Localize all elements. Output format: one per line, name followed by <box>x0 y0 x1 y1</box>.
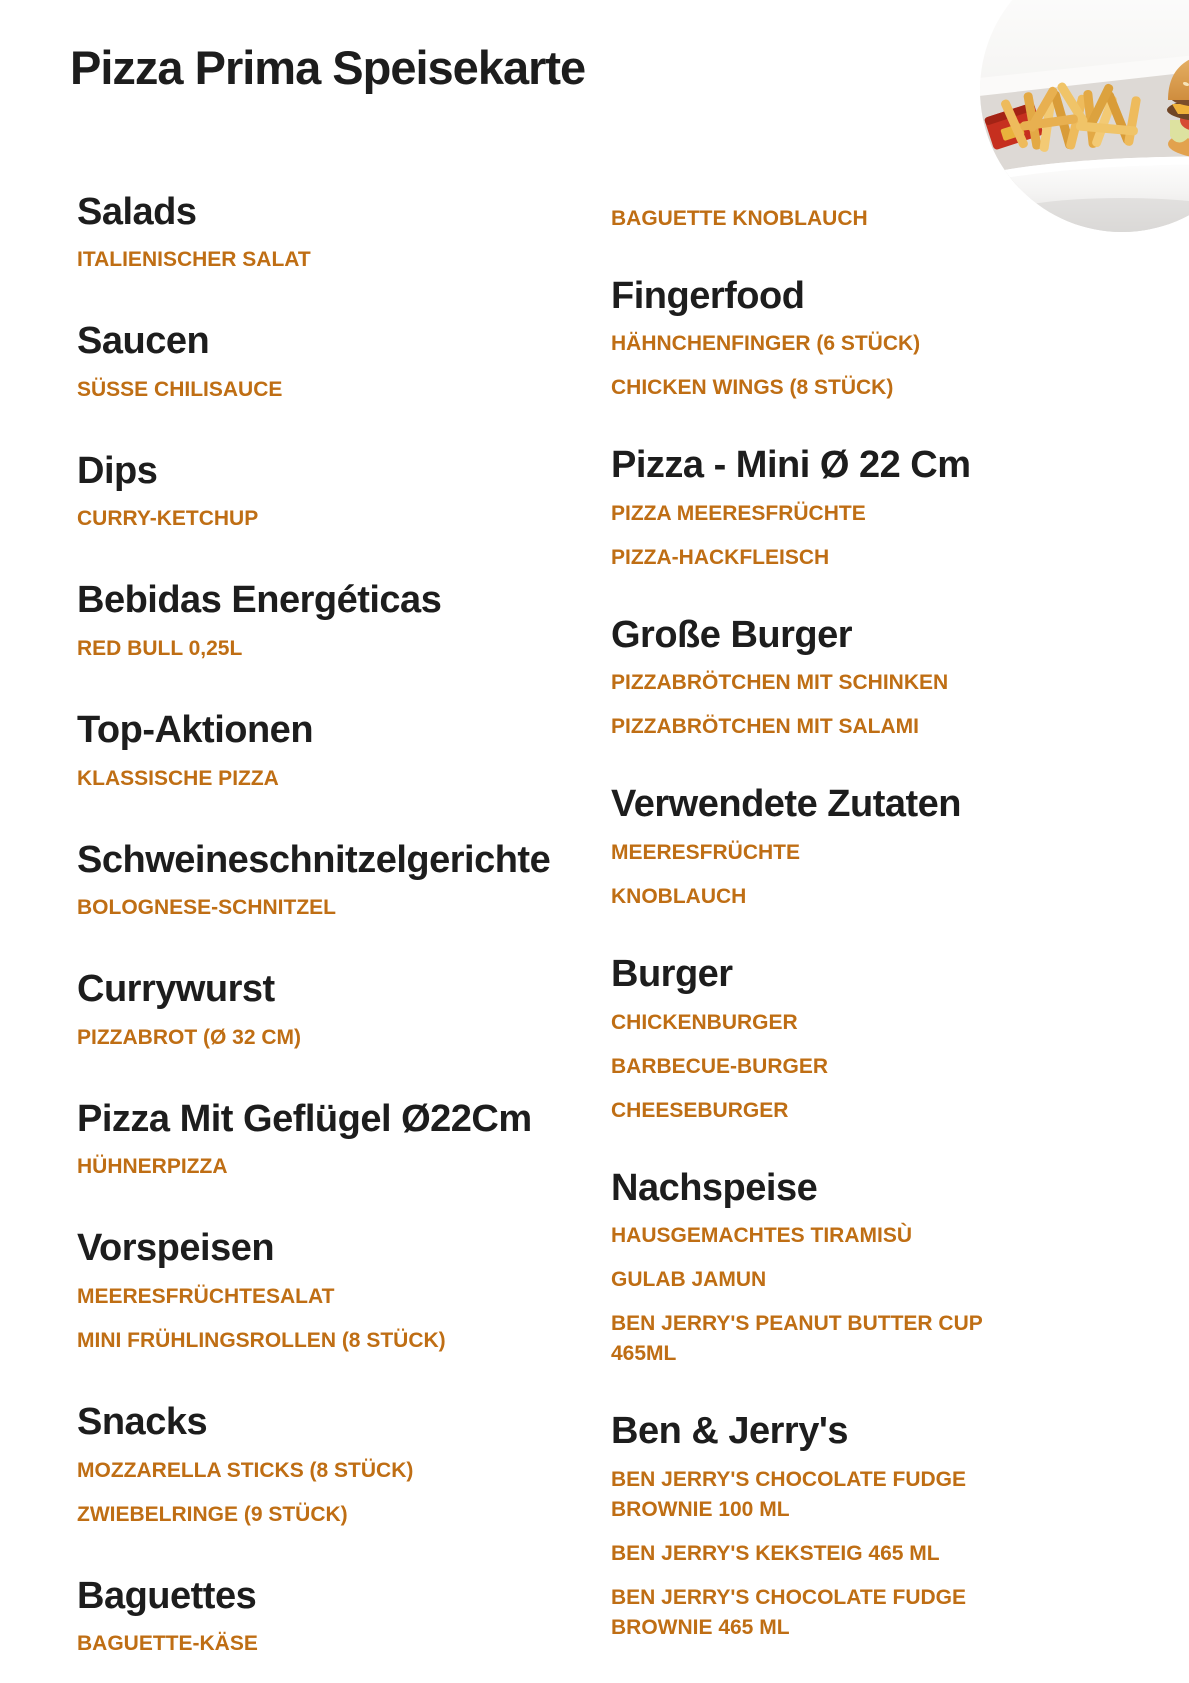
menu-item-link[interactable]: CHICKENBURGER <box>611 1010 798 1034</box>
menu-item-link[interactable]: ITALIENISCHER SALAT <box>77 248 311 272</box>
menu-item-link[interactable]: BEN JERRY'S KEKSTEIG 465 ML <box>611 1541 940 1565</box>
menu-category-heading: Ben & Jerry's <box>611 1410 848 1453</box>
menu-category <box>77 708 611 794</box>
menu-item-link[interactable]: CHEESEBURGER <box>611 1098 789 1122</box>
menu-category-heading: Bebidas Energéticas <box>77 579 442 622</box>
menu-item-link[interactable]: BEN JERRY'S CHOCOLATE FUDGE BROWNIE 465 ML <box>611 1585 967 1639</box>
menu-category <box>77 1097 611 1183</box>
menu-category <box>77 578 611 664</box>
menu-item-link[interactable]: PIZZABRÖTCHEN MIT SCHINKEN <box>611 671 949 695</box>
menu-category-heading: Pizza - Mini Ø 22 Cm <box>611 444 971 487</box>
menu-category <box>611 443 1145 573</box>
menu-category <box>611 782 1145 912</box>
menu-item-link[interactable]: HÄHNCHENFINGER (6 STÜCK) <box>611 332 921 356</box>
menu-category-heading: Saucen <box>77 320 210 363</box>
menu-item-list <box>611 668 1145 742</box>
menu-item-link[interactable]: BAGUETTE-KÄSE <box>77 1632 258 1656</box>
menu-item-list <box>77 893 611 923</box>
menu-category <box>77 1400 611 1530</box>
menu-item-list <box>611 1008 1145 1126</box>
menu-category <box>611 1166 1145 1370</box>
menu-item-link[interactable]: BARBECUE-BURGER <box>611 1054 829 1078</box>
menu-item-link[interactable]: CHICKEN WINGS (8 STÜCK) <box>611 376 894 400</box>
menu-category <box>77 319 611 405</box>
menu-category <box>77 190 611 276</box>
menu-item-link[interactable]: GULAB JAMUN <box>611 1268 767 1292</box>
menu-item-link[interactable]: PIZZA-HACKFLEISCH <box>611 545 830 569</box>
page-title: Pizza Prima Speisekarte <box>70 41 586 94</box>
menu-category <box>611 613 1145 743</box>
menu-column-left <box>77 190 611 1683</box>
menu-category-heading: Dips <box>77 449 158 492</box>
menu-item-link[interactable]: RED BULL 0,25L <box>77 637 243 661</box>
menu-category <box>77 1226 611 1356</box>
menu-item-list <box>611 499 1145 573</box>
menu-item-link[interactable]: PIZZA MEERESFRÜCHTE <box>611 501 866 525</box>
menu-category-heading: Große Burger <box>611 613 853 656</box>
menu-item-link[interactable]: KNOBLAUCH <box>611 885 747 909</box>
menu-item-link[interactable]: PIZZABRÖTCHEN MIT SALAMI <box>611 715 919 739</box>
menu-category <box>77 1574 611 1660</box>
menu-item-list <box>611 838 1145 912</box>
menu-item-list <box>77 634 611 664</box>
menu-item-list <box>611 329 1145 403</box>
menu-item-list <box>77 1152 611 1182</box>
menu-item-link[interactable]: BAGUETTE KNOBLAUCH <box>611 206 868 230</box>
menu-item-list <box>77 1629 611 1659</box>
menu-column-right <box>611 190 1145 1683</box>
menu-item-list <box>77 1282 611 1356</box>
menu-category-heading: Baguettes <box>77 1574 257 1617</box>
menu-item-list <box>77 504 611 534</box>
menu-category <box>611 1409 1145 1643</box>
menu-category <box>77 967 611 1053</box>
page-header <box>0 42 1189 94</box>
menu-item-link[interactable]: PIZZABROT (Ø 32 CM) <box>77 1025 301 1049</box>
menu-category-heading: Schweineschnitzelgerichte <box>77 838 551 881</box>
menu-category-heading: Vorspeisen <box>77 1227 275 1270</box>
menu-category-heading: Snacks <box>77 1401 208 1444</box>
menu-item-link[interactable]: MINI FRÜHLINGSROLLEN (8 STÜCK) <box>77 1329 446 1353</box>
menu-category-heading: Pizza Mit Geflügel Ø22Cm <box>77 1097 532 1140</box>
menu-item-link[interactable]: MOZZARELLA STICKS (8 STÜCK) <box>77 1458 414 1482</box>
menu-item-link[interactable]: HÜHNERPIZZA <box>77 1155 228 1179</box>
menu-item-link[interactable]: KLASSISCHE PIZZA <box>77 766 279 790</box>
menu-item-link[interactable]: MEERESFRÜCHTE <box>611 841 801 865</box>
menu-columns <box>0 190 1189 1683</box>
menu-category <box>77 449 611 535</box>
menu-item-link[interactable]: CURRY-KETCHUP <box>77 507 259 531</box>
menu-category-heading: Top-Aktionen <box>77 709 314 752</box>
menu-item-link[interactable]: BOLOGNESE-SCHNITZEL <box>77 896 337 920</box>
menu-category-heading: Nachspeise <box>611 1166 818 1209</box>
menu-item-list <box>77 764 611 794</box>
menu-category-heading: Verwendete Zutaten <box>611 783 961 826</box>
menu-item-list <box>77 375 611 405</box>
menu-item-link[interactable]: MEERESFRÜCHTESALAT <box>77 1285 335 1309</box>
menu-category-heading: Burger <box>611 953 733 996</box>
menu-item-list <box>77 245 611 275</box>
menu-category <box>611 952 1145 1126</box>
menu-item-list <box>77 1456 611 1530</box>
menu-category <box>611 274 1145 404</box>
menu-item-list <box>77 1023 611 1053</box>
menu-category-heading: Fingerfood <box>611 274 805 317</box>
menu-item-link[interactable]: ZWIEBELRINGE (9 STÜCK) <box>77 1502 348 1526</box>
menu-item-list <box>611 1221 1145 1369</box>
menu-category-heading: Salads <box>77 190 197 233</box>
menu-item-link[interactable]: BEN JERRY'S PEANUT BUTTER CUP 465ML <box>611 1312 983 1366</box>
menu-category <box>77 838 611 924</box>
menu-item-link[interactable]: HAUSGEMACHTES TIRAMISÙ <box>611 1224 913 1248</box>
menu-category-heading: Currywurst <box>77 968 275 1011</box>
menu-item-list <box>611 1465 1145 1643</box>
menu-item-link[interactable]: SÜSSE CHILISAUCE <box>77 377 283 401</box>
menu-item-link[interactable]: BEN JERRY'S CHOCOLATE FUDGE BROWNIE 100 ML <box>611 1467 967 1521</box>
